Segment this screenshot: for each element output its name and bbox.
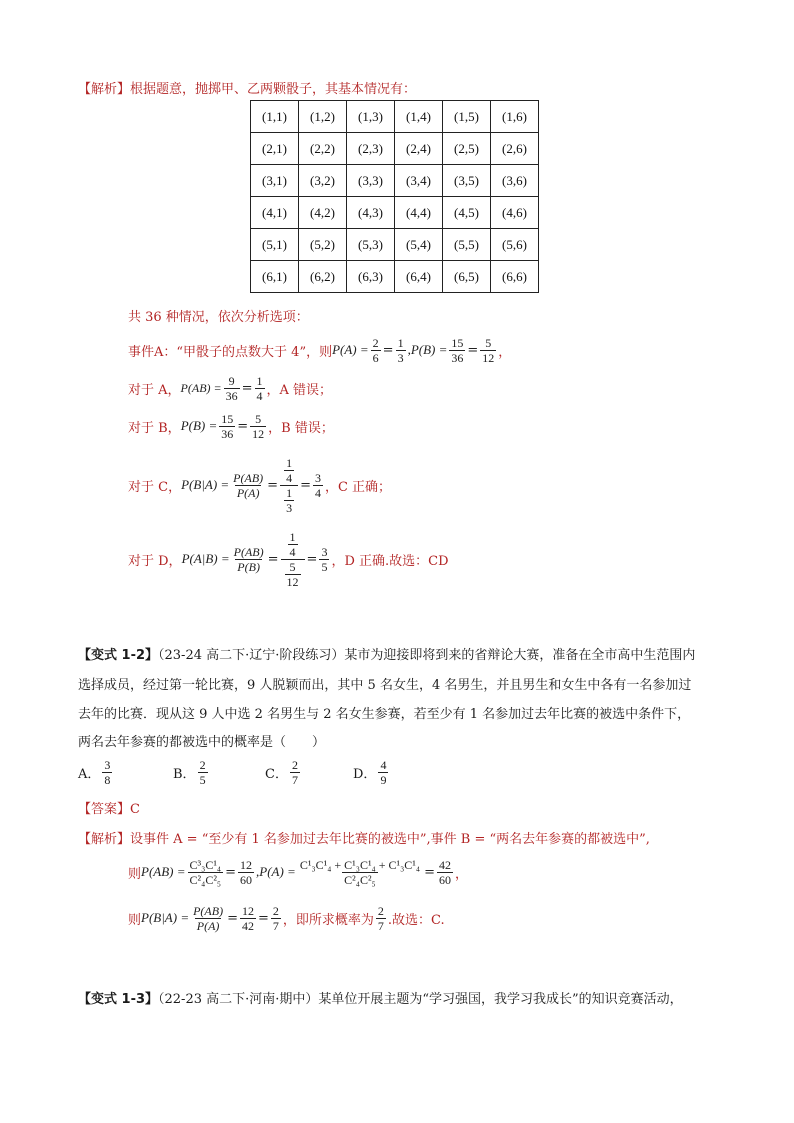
table-cell: (3,1) xyxy=(251,165,299,197)
table-cell: (4,5) xyxy=(443,197,491,229)
table-cell: (6,5) xyxy=(443,261,491,293)
dice-outcomes-table xyxy=(250,100,539,293)
options-row xyxy=(78,754,390,790)
table-row xyxy=(251,197,539,229)
pb-frac-1: $\frac{15}{36}$ xyxy=(451,335,464,365)
table-cell: (2,6) xyxy=(491,133,539,165)
variant-1-2-line-2: 选择成员，经过第一轮比赛，9 人脱颖而出，其中 5 名女生，4 名男生，并且男生和女生中各有一名参加过 xyxy=(78,678,692,693)
pba-frac-2: $\frac{12}{42}$ xyxy=(241,903,254,933)
table-cell: (6,4) xyxy=(395,261,443,293)
table-cell: (3,5) xyxy=(443,165,491,197)
for-c-frac-1: $\frac{P(AB)}{P(A)}$ xyxy=(233,470,264,500)
table-cell: (5,2) xyxy=(299,229,347,261)
pba-frac-3: $\frac{2}{7}$ xyxy=(272,903,279,933)
pba-frac-1: $\frac{P(AB)}{P(A)}$ xyxy=(193,903,224,933)
table-cell: (2,4) xyxy=(395,133,443,165)
pb-lhs: ,P(B) = xyxy=(407,342,448,357)
pa2-frac-1: $\frac{\text{C¹₃C¹₄ + C¹₃C¹₄ + C¹₃C¹₄}}{\text{C²₄C²₅}}$ xyxy=(299,857,421,887)
table-cell: (5,4) xyxy=(395,229,443,261)
pab-frac-2: $\frac{12}{60}$ xyxy=(240,857,253,887)
for-c-frac-3: $\frac{3}{4}$ xyxy=(314,470,321,500)
table-cell: (1,3) xyxy=(347,101,395,133)
table-row xyxy=(251,165,539,197)
table-row xyxy=(251,261,539,293)
variant-1-2-line-3: 去年的比赛．现从这 9 人中选 2 名男生与 2 名女生参赛，若至少有 1 名参加过去年比赛的被选中条件下， xyxy=(78,707,691,722)
table-cell: (4,2) xyxy=(299,197,347,229)
table-cell: (4,3) xyxy=(347,197,395,229)
pa2-frac-2: $\frac{42}{60}$ xyxy=(438,857,451,887)
table-cell: (6,3) xyxy=(347,261,395,293)
table-row xyxy=(251,101,539,133)
pa-frac-1: $\frac{2}{6}$ xyxy=(372,335,379,365)
table-cell: (1,1) xyxy=(251,101,299,133)
analysis-2-line: 【解析】设事件 A = “至少有 1 名参加过去年比赛的被选中”,事件 B = “两名去年参赛的都被选中”, xyxy=(78,832,650,847)
table-cell: (4,1) xyxy=(251,197,299,229)
answer-line xyxy=(78,798,140,817)
table-cell: (1,6) xyxy=(491,101,539,133)
variant-1-2-line-4: 两名去年参赛的都被选中的概率是（ ） xyxy=(78,735,326,750)
table-cell: (5,1) xyxy=(251,229,299,261)
table-cell: (3,4) xyxy=(395,165,443,197)
table-cell: (1,2) xyxy=(299,101,347,133)
table-cell: (6,2) xyxy=(299,261,347,293)
pa-lhs: P(A) = xyxy=(332,342,369,357)
analysis-intro-text: 根据题意，抛掷甲、乙两颗骰子，其基本情况有： xyxy=(130,82,417,97)
variant-1-3-tag: 【变式 1-3】 xyxy=(78,992,159,1007)
option-d[interactable]: D． $\frac{4}{9}$ xyxy=(353,757,387,787)
table-cell: (2,2) xyxy=(299,133,347,165)
for-a-line: 对于 A， P(AB) = $\frac{9}{36}$ = $\frac{1}{4}$ ，A 错误； xyxy=(128,373,333,403)
for-c-line: 对于 C， P(B|A) = $\frac{P(AB)}{P(A)}$ = $\frac{\frac{1}{4}}{\frac{1}{3}}$ = $\frac{3}{4}$ ，C 正确； xyxy=(128,455,392,515)
result-frac: $\frac{2}{7}$ xyxy=(377,903,384,933)
table-row xyxy=(251,229,539,261)
table-cell: (5,3) xyxy=(347,229,395,261)
analysis-1-intro xyxy=(78,78,416,97)
variant-1-2-tag: 【变式 1-2】 xyxy=(78,648,159,663)
pb-frac-2: $\frac{5}{12}$ xyxy=(482,335,495,365)
table-cell: (2,3) xyxy=(347,133,395,165)
for-b-line: 对于 B， P(B) = $\frac{15}{36}$ = $\frac{5}{12}$ ，B 错误； xyxy=(128,411,334,441)
for-d-frac-1: $\frac{P(AB)}{P(B)}$ xyxy=(233,544,264,574)
for-d-frac-3: $\frac{3}{5}$ xyxy=(321,544,328,574)
variant-1-2-line-1: 【变式 1-2】（23-24 高二下·辽宁·阶段练习）某市为迎接即将到来的省辩论大赛，准备在全市高中生范围内 xyxy=(78,648,696,663)
table-cell: (6,6) xyxy=(491,261,539,293)
analysis-tag: 【解析】 xyxy=(78,82,131,97)
option-a[interactable]: A． $\frac{3}{8}$ xyxy=(78,757,111,787)
table-cell: (1,4) xyxy=(395,101,443,133)
table-cell: (4,6) xyxy=(491,197,539,229)
for-b-frac-2: $\frac{5}{12}$ xyxy=(252,411,265,441)
event-a-line: 事件A：“甲骰子的点数大于 4”，则 P(A) = $\frac{2}{6}$ = $\frac{1}{3}$ ,P(B) = $\frac{15}{36}$ = $\frac{5}{12}$ ， xyxy=(128,335,512,365)
for-a-frac-1: $\frac{9}{36}$ xyxy=(225,373,238,403)
table-cell: (3,2) xyxy=(299,165,347,197)
for-d-compound-frac: $\frac{\frac{1}{4}}{\frac{5}{12}}$ xyxy=(281,530,305,589)
pa-frac-2: $\frac{1}{3}$ xyxy=(397,335,404,365)
variant-1-3-line-1: 【变式 1-3】（22-23 高二下·河南·期中）某单位开展主题为“学习强国，我学习我成长”的知识竞赛活动， xyxy=(78,992,683,1007)
table-row xyxy=(251,133,539,165)
pab-frac-1: $\frac{\text{C³₃C¹₄}}{\text{C²₄C²₅}}$ xyxy=(189,857,222,887)
total-cases-text: 共 36 种情况，依次分析选项： xyxy=(128,310,309,325)
table-cell: (1,5) xyxy=(443,101,491,133)
table-cell: (5,6) xyxy=(491,229,539,261)
then-1-line: 则 P(AB) = $\frac{\text{C³₃C¹₄}}{\text{C²₄C²₅}}$ = $\frac{12}{60}$ ,P(A) = $\frac{\text{C¹₃C¹₄ + C¹₃C¹₄ + C¹₃C¹₄}}{\text{C²₄C²₅}}$ = $\frac{42}{60}$ ， xyxy=(128,857,468,887)
answer-tag: 【答案】 xyxy=(78,802,131,817)
option-b[interactable]: B． $\frac{2}{5}$ xyxy=(173,757,206,787)
option-c[interactable]: C． $\frac{2}{7}$ xyxy=(265,757,298,787)
table-cell: (4,4) xyxy=(395,197,443,229)
for-c-compound-frac: $\frac{\frac{1}{4}}{\frac{1}{3}}$ xyxy=(280,456,298,515)
table-cell: (3,3) xyxy=(347,165,395,197)
then-2-line: 则 P(B|A) = $\frac{P(AB)}{P(A)}$ = $\frac{12}{42}$ = $\frac{2}{7}$ ，即所求概率为 $\frac{2}{7}$ .故选：C. xyxy=(128,903,445,933)
table-cell: (2,1) xyxy=(251,133,299,165)
for-b-frac-1: $\frac{15}{36}$ xyxy=(221,411,234,441)
for-d-line: 对于 D， P(A|B) = $\frac{P(AB)}{P(B)}$ = $\frac{\frac{1}{4}}{\frac{5}{12}}$ = $\frac{3}{5}$ ，D 正确.故选：CD xyxy=(128,529,449,589)
table-cell: (6,1) xyxy=(251,261,299,293)
for-a-frac-2: $\frac{1}{4}$ xyxy=(256,373,263,403)
event-a-prefix: 事件A：“甲骰子的点数大于 4”，则 xyxy=(128,344,333,360)
table-cell: (3,6) xyxy=(491,165,539,197)
table-cell: (2,5) xyxy=(443,133,491,165)
table-cell: (5,5) xyxy=(443,229,491,261)
answer-value: C xyxy=(130,802,140,817)
